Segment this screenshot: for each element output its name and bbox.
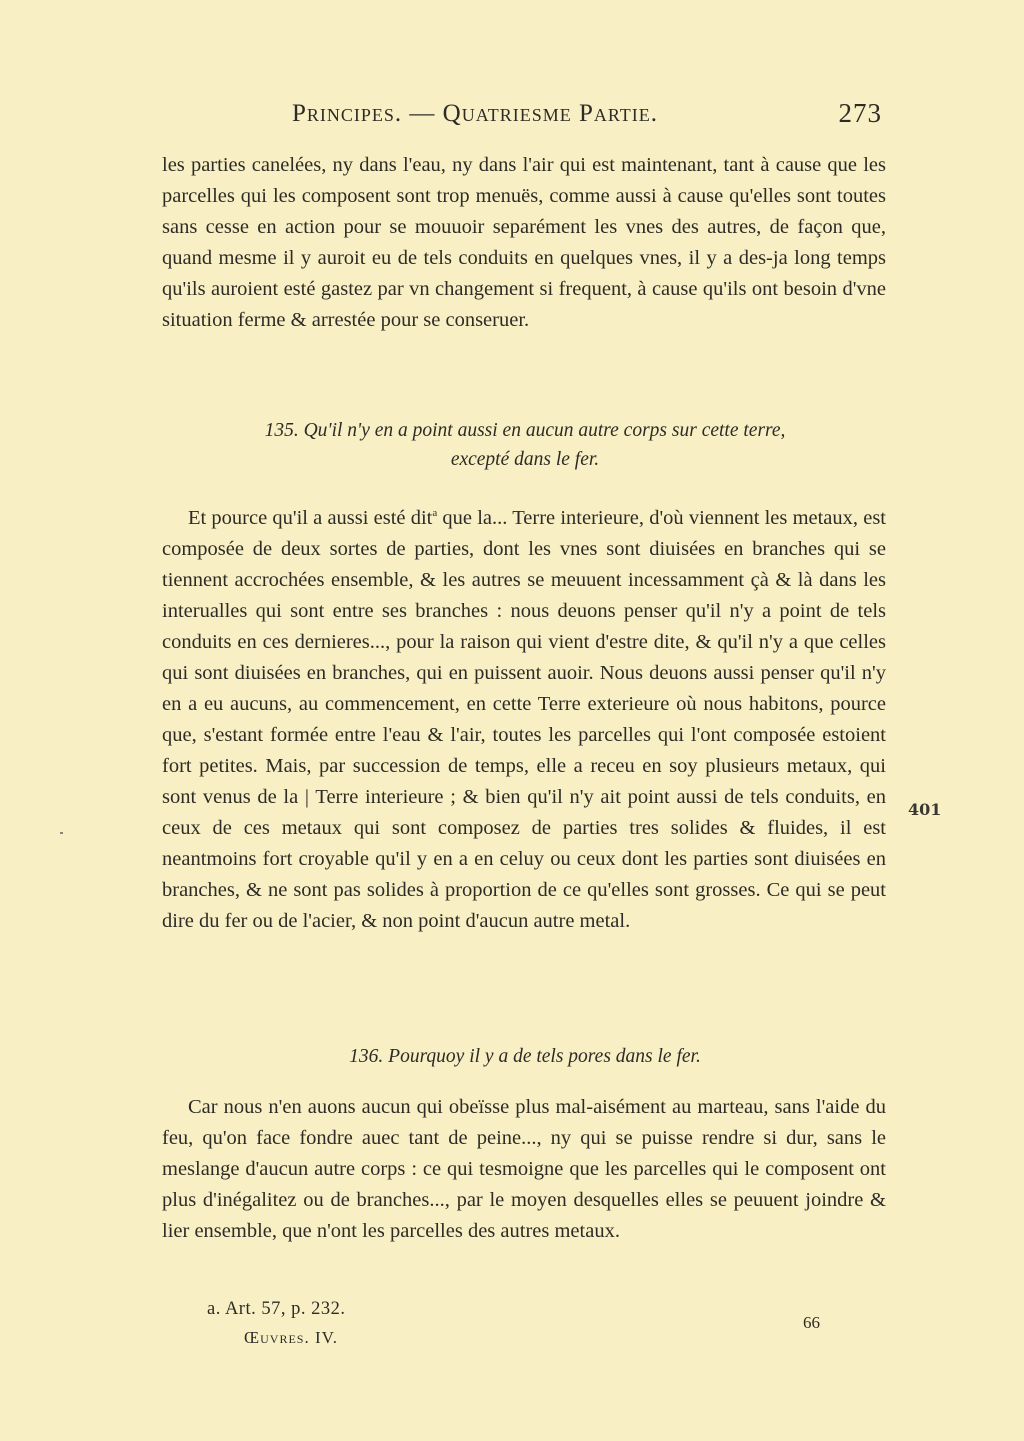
section-136-paragraph [162, 1092, 886, 1247]
sheet-number: 66 [803, 1313, 820, 1332]
paragraph-text: les parties canelées, ny dans l'eau, ny dans l'air qui est maintenant, tant à cause que les parcelles qui les composent sont trop menuës, comme aussi à cause qu'elles sont toutes sans cesse en action pour se mouuoir separément les vnes des autres, de façon que, quand mesme il y auroit eu de tels conduits en quelques vnes, il y a des-ja long temps qu'ils auroient esté gastez par vn changement si frequent, à cause qu'ils ont besoin d'vne situation ferme & arrestée pour se conseruer. [162, 154, 886, 331]
paragraph-text: que la... Terre interieure, d'où viennent les metaux, est composée de deux sortes de parties, dont les vnes sont diuisées en branches qui se tiennent accrochées ensemble, & les autres se meuuent incessamment çà & là dans les interualles qui sont entre ses branches : nous deuons penser qu'il n'y a point de tels conduits en ces dernieres..., pour la raison qui vient d'estre dite, & qu'il n'y a que celles qui sont diuisées en branches, qui en puissent auoir. Nous deuons aussi penser qu'il n'y en a eu aucuns, au commencement, en cette Terre exterieure où nous habitons, pource que, s'estant formée entre l'eau & l'air, toutes les parcelles qui l'ont composée estoient fort petites. Mais, par succession de temps, elle a receu en soy plusieurs metaux, qui sont venus de la | Terre interieure ; & bien qu'il n'y ait point aussi de tels conduits, en ceux de ces metaux qui sont composez de parties tres solides & fluides, il est neantmoins fort croyable qu'il y en a en celuy ou ceux dont les parties sont diuisées en branches, & ne sont pas solides à proportion de ce qu'elles sont grosses. Ce qui se peut dire du fer ou de l'acier, & non point d'aucun autre metal. [162, 506, 886, 932]
stray-mark [60, 832, 63, 834]
paragraph-text: Car nous n'en auons aucun qui obeïsse plus mal-aisément au marteau, sans l'aide du feu, qu'on face fondre auec tant de peine..., ny qui se puisse rendre si dur, sans le meslange d'aucun autre corps : ce qui tesmoigne que les parcelles qui le composent ont plus d'inégalitez ou de branches..., par le moyen desquelles elles se peuuent joindre & lier ensemble, que n'ont les parcelles des autres metaux. [162, 1096, 886, 1242]
paragraph-text: Et pource qu'il a aussi esté dit [188, 506, 433, 529]
page-number: 273 [838, 98, 882, 128]
running-head [292, 100, 882, 128]
running-title: Principes. — Quatriesme Partie. [292, 100, 659, 127]
footnote-ref: a [432, 507, 438, 519]
margin-page-number: 401 [908, 800, 942, 819]
section-135-paragraph [162, 498, 886, 937]
footnote: a. Art. 57, p. 232. [207, 1299, 346, 1319]
heading-line: excepté dans le fer. [450, 449, 600, 470]
section-heading-136 [170, 1042, 880, 1071]
continuation-paragraph [162, 150, 886, 336]
signature-mark: Œuvres. IV. [244, 1328, 338, 1347]
section-heading-135 [170, 416, 880, 474]
heading-line: 136. Pourquoy il y a de tels pores dans le fer. [349, 1046, 701, 1067]
heading-line: 135. Qu'il n'y en a point aussi en aucun autre corps sur cette terre, [264, 420, 786, 441]
